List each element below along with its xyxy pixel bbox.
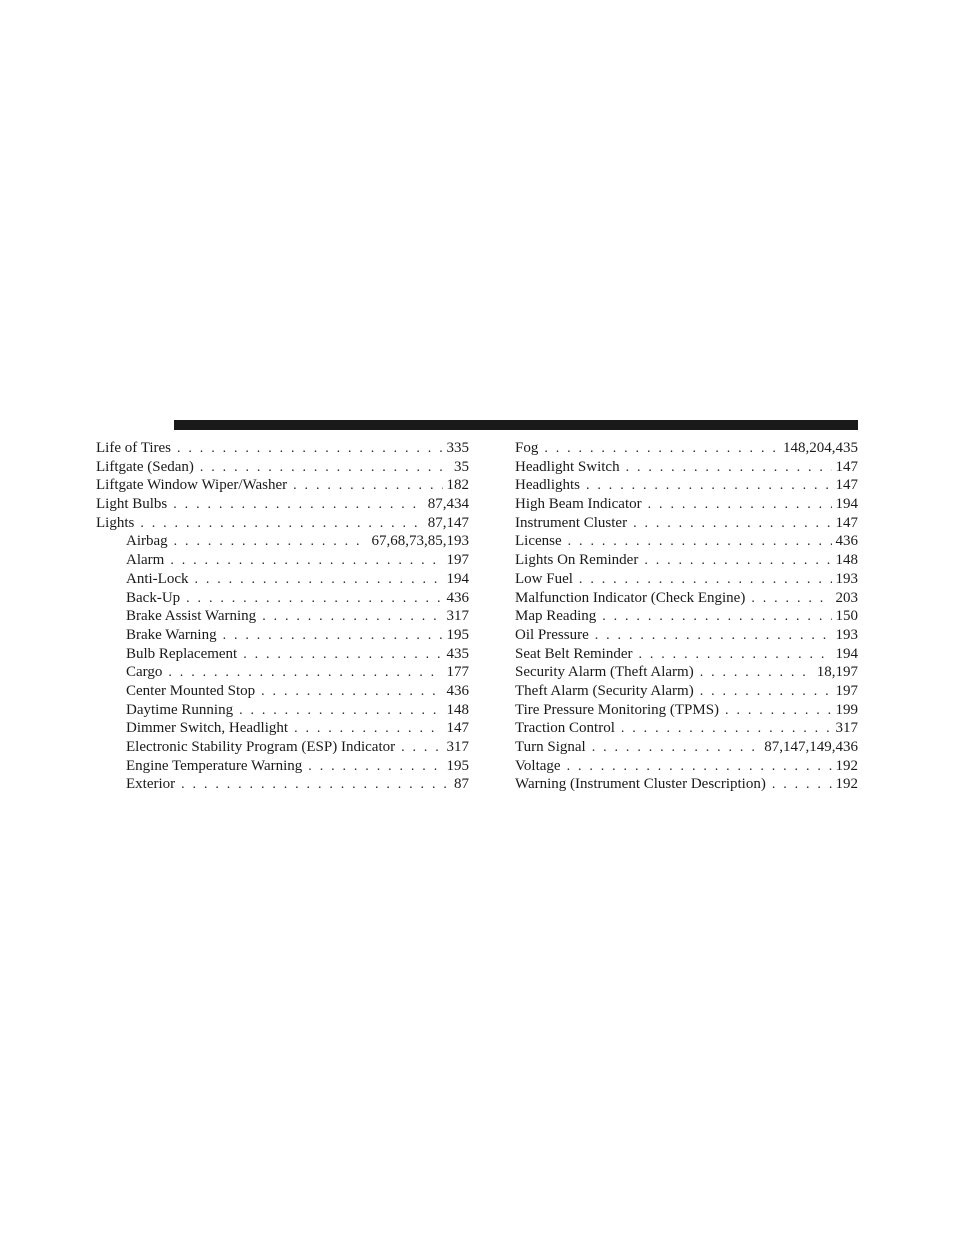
index-term: Center Mounted Stop bbox=[126, 682, 256, 699]
index-page-numbers: 18,197 bbox=[816, 664, 858, 681]
index-page-numbers: 194 bbox=[835, 645, 858, 662]
dot-leader bbox=[592, 739, 761, 757]
index-page-numbers: 150 bbox=[835, 608, 858, 625]
dot-leader bbox=[186, 590, 442, 608]
index-term: Dimmer Switch, Headlight bbox=[126, 720, 289, 737]
index-term: Instrument Cluster bbox=[515, 514, 628, 531]
index-term: Alarm bbox=[126, 552, 165, 569]
index-page-numbers: 436 bbox=[835, 533, 858, 550]
index-term: Exterior bbox=[126, 776, 176, 793]
index-term: Theft Alarm (Security Alarm) bbox=[515, 682, 694, 699]
index-entry bbox=[515, 719, 858, 738]
dot-leader bbox=[586, 477, 832, 495]
index-entry bbox=[515, 701, 858, 720]
index-term: Engine Temperature Warning bbox=[126, 757, 303, 774]
index-page-numbers: 148 bbox=[446, 701, 469, 718]
index-page-numbers: 203 bbox=[835, 589, 858, 606]
index-page-numbers: 199 bbox=[835, 701, 858, 718]
index-entry bbox=[515, 645, 858, 664]
dot-leader bbox=[170, 552, 442, 570]
index-subentry bbox=[96, 532, 469, 551]
dot-leader bbox=[223, 627, 443, 645]
index-term: Security Alarm (Theft Alarm) bbox=[515, 664, 694, 681]
index-page-numbers: 197 bbox=[835, 682, 858, 699]
index-entry bbox=[515, 738, 858, 757]
index-term: Back-Up bbox=[126, 589, 181, 606]
index-page-numbers: 194 bbox=[835, 496, 858, 513]
dot-leader bbox=[174, 533, 368, 551]
index-entry bbox=[515, 476, 858, 495]
index-entry bbox=[515, 532, 858, 551]
index-page-numbers: 195 bbox=[446, 626, 469, 643]
index-page-numbers: 147 bbox=[835, 458, 858, 475]
index-page-numbers: 435 bbox=[446, 645, 469, 662]
index-term: Headlights bbox=[515, 477, 580, 494]
index-term: Turn Signal bbox=[515, 739, 586, 755]
dot-leader bbox=[308, 758, 442, 776]
dot-leader bbox=[567, 758, 832, 776]
dot-leader bbox=[644, 552, 831, 570]
index-entry bbox=[515, 607, 858, 626]
dot-leader bbox=[751, 590, 831, 608]
index-term: Airbag bbox=[126, 533, 168, 550]
index-page-numbers: 192 bbox=[835, 776, 858, 793]
index-entry bbox=[515, 626, 858, 645]
section-header-bar bbox=[174, 420, 858, 430]
dot-leader bbox=[700, 683, 832, 701]
dot-leader bbox=[595, 627, 832, 645]
index-entry bbox=[515, 663, 858, 682]
index-term: Liftgate Window Wiper/Washer bbox=[96, 477, 288, 494]
index-page-numbers: 193 bbox=[835, 626, 858, 643]
index-page-numbers: 335 bbox=[446, 440, 469, 456]
index-entry bbox=[515, 458, 858, 477]
index-page-numbers: 147 bbox=[835, 477, 858, 494]
index-term: Warning (Instrument Cluster Description) bbox=[515, 776, 766, 793]
index-page-numbers: 317 bbox=[446, 608, 469, 625]
index-page-numbers: 197 bbox=[446, 552, 469, 569]
index-subentry bbox=[96, 570, 469, 589]
index-entry bbox=[96, 514, 469, 533]
index-page-numbers: 87,147,149,436 bbox=[764, 739, 858, 755]
index-entry bbox=[515, 439, 858, 458]
index-page-numbers: 317 bbox=[446, 739, 469, 755]
index-term: Electronic Stability Program (ESP) Indicator bbox=[126, 739, 396, 755]
index-entry bbox=[515, 757, 858, 776]
dot-leader bbox=[262, 608, 442, 626]
index-page-numbers: 192 bbox=[835, 757, 858, 774]
index-entry bbox=[515, 775, 858, 794]
index-term: Traction Control bbox=[515, 720, 615, 737]
dot-leader bbox=[194, 571, 442, 589]
index-subentry bbox=[96, 607, 469, 626]
dot-leader bbox=[725, 702, 831, 720]
index-term: Seat Belt Reminder bbox=[515, 645, 633, 662]
dot-leader bbox=[602, 608, 831, 626]
index-page-numbers: 148,204,435 bbox=[783, 440, 858, 456]
index-entry bbox=[515, 495, 858, 514]
dot-leader bbox=[568, 533, 832, 551]
dot-leader bbox=[177, 440, 443, 458]
index-entry bbox=[96, 458, 469, 477]
index-page-numbers: 177 bbox=[446, 664, 469, 681]
index-page-numbers: 194 bbox=[446, 570, 469, 587]
index-subentry bbox=[96, 719, 469, 738]
index-page-numbers: 147 bbox=[446, 720, 469, 737]
index-term: Oil Pressure bbox=[515, 626, 589, 643]
dot-leader bbox=[181, 776, 450, 794]
index-page-numbers: 195 bbox=[446, 757, 469, 774]
index-subentry bbox=[96, 701, 469, 720]
index-subentry bbox=[96, 551, 469, 570]
index-term: Daytime Running bbox=[126, 701, 234, 718]
index-subentry bbox=[96, 682, 469, 701]
dot-leader bbox=[626, 459, 832, 477]
dot-leader bbox=[173, 496, 423, 514]
index-term: Malfunction Indicator (Check Engine) bbox=[515, 589, 746, 606]
index-term: Anti-Lock bbox=[126, 570, 189, 587]
index-term: Brake Assist Warning bbox=[126, 608, 257, 625]
dot-leader bbox=[140, 515, 423, 533]
index-page-numbers: 147 bbox=[835, 514, 858, 531]
dot-leader bbox=[633, 515, 831, 533]
index-term: Brake Warning bbox=[126, 626, 217, 643]
index-subentry bbox=[96, 663, 469, 682]
index-term: Cargo bbox=[126, 664, 163, 681]
index-term: Tire Pressure Monitoring (TPMS) bbox=[515, 701, 720, 718]
dot-leader bbox=[638, 646, 831, 664]
index-entry bbox=[96, 495, 469, 514]
index-term: Low Fuel bbox=[515, 570, 573, 587]
index-column-left bbox=[96, 439, 469, 794]
index-page-numbers: 317 bbox=[835, 720, 858, 737]
index-term: Voltage bbox=[515, 757, 561, 774]
dot-leader bbox=[621, 720, 832, 738]
dot-leader bbox=[544, 440, 779, 458]
dot-leader bbox=[700, 664, 813, 682]
index-term: Light Bulbs bbox=[96, 496, 168, 513]
index-page-numbers: 35 bbox=[454, 458, 469, 475]
dot-leader bbox=[239, 702, 442, 720]
index-term: Life of Tires bbox=[96, 440, 171, 456]
index-page-numbers: 182 bbox=[446, 477, 469, 494]
index-entry bbox=[515, 682, 858, 701]
index-term: License bbox=[515, 533, 562, 550]
index-entry bbox=[96, 476, 469, 495]
dot-leader bbox=[294, 720, 442, 738]
index-subentry bbox=[96, 775, 469, 794]
index-term: Map Reading bbox=[515, 608, 597, 625]
index-entry bbox=[515, 514, 858, 533]
index-term: Lights On Reminder bbox=[515, 552, 639, 569]
dot-leader bbox=[401, 739, 442, 757]
dot-leader bbox=[168, 664, 442, 682]
index-entry bbox=[515, 551, 858, 570]
index-column-right bbox=[515, 439, 858, 794]
index-page-numbers: 87,434 bbox=[427, 496, 469, 513]
index-page-numbers: 67,68,73,85,193 bbox=[371, 533, 469, 550]
index-subentry bbox=[96, 738, 469, 757]
index-subentry bbox=[96, 589, 469, 608]
index-page-numbers: 436 bbox=[446, 682, 469, 699]
dot-leader bbox=[579, 571, 832, 589]
index-entry bbox=[96, 439, 469, 458]
index-term: High Beam Indicator bbox=[515, 496, 642, 513]
index-term: Headlight Switch bbox=[515, 458, 620, 475]
dot-leader bbox=[648, 496, 832, 514]
index-subentry bbox=[96, 757, 469, 776]
index-subentry bbox=[96, 645, 469, 664]
index-page-numbers: 193 bbox=[835, 570, 858, 587]
index-page-numbers: 87,147 bbox=[427, 514, 469, 531]
dot-leader bbox=[261, 683, 442, 701]
index-entry bbox=[515, 570, 858, 589]
index-term: Fog bbox=[515, 440, 539, 456]
dot-leader bbox=[243, 646, 442, 664]
index-page-numbers: 436 bbox=[446, 589, 469, 606]
dot-leader bbox=[200, 459, 450, 477]
dot-leader bbox=[293, 477, 442, 495]
index-entry bbox=[515, 589, 858, 608]
index-term: Bulb Replacement bbox=[126, 645, 238, 662]
index-term: Liftgate (Sedan) bbox=[96, 458, 194, 475]
index-page-numbers: 87 bbox=[454, 776, 469, 793]
index-term: Lights bbox=[96, 514, 135, 531]
index-page-numbers: 148 bbox=[835, 552, 858, 569]
dot-leader bbox=[772, 776, 832, 794]
index-subentry bbox=[96, 626, 469, 645]
